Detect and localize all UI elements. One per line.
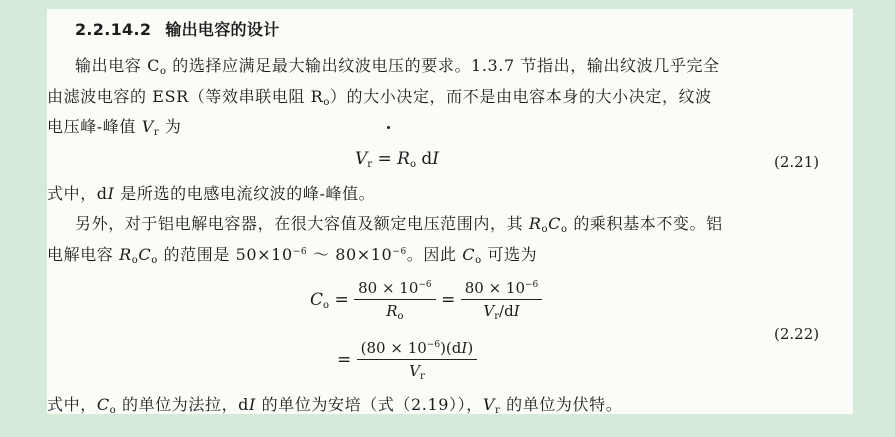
equation-2-22-line-2: = $\frac{(80 \times 10^{-6})(dI)}{V_r}$ <box>337 339 477 382</box>
equation-number-2-21: (2.21) <box>774 153 820 171</box>
paragraph-1-line-2: 由滤波电容的 ESR（等效串联电阻 $R_o$）的大小决定，而不是由电容本身的大小决定，纹波 <box>47 87 712 108</box>
equation-number-2-22: (2.22) <box>774 325 820 343</box>
section-heading <box>75 17 279 40</box>
equation-2-22-note: 式中，$C_o$ 的单位为法拉，dI 的单位为安培（式（2.19）），$V_r$ 的单位为伏特。 <box>47 395 623 416</box>
paragraph-1-line-3: 电压峰-峰值 $V_r$ 为 <box>47 117 182 138</box>
stray-dot <box>387 126 390 129</box>
equation-2-21-note: 式中，dI 是所选的电感电流纹波的峰-峰值。 <box>47 184 376 203</box>
equation-2-21: $V_r = R_o$ dI <box>355 149 439 170</box>
fraction-1: $\frac{80 \times 10^{-6}}{R_o}$ <box>354 279 436 322</box>
equation-2-22-line-1: $C_o$ = $\frac{80 \times 10^{-6}}{R_o}$ = $\frac{80 \times 10^{-6}}{V_r/dI}$ <box>310 279 542 322</box>
paragraph-2-line-2: 电解电容 $R_oC_o$ 的范围是 $50\times 10^{-6}$ ～ $80\times 10^{-6}$。因此 $C_o$ 可选为 <box>47 245 538 266</box>
paragraph-2-line-1: 另外，对于铝电解电容器，在很大容值及额定电压范围内，其 $R_oC_o$ 的乘积基本不变。铝 <box>75 214 723 235</box>
fraction-3: $\frac{(80 \times 10^{-6})(dI)}{V_r}$ <box>357 339 478 382</box>
document-page <box>47 9 853 414</box>
fraction-2: $\frac{80 \times 10^{-6}}{V_r/dI}$ <box>461 279 543 322</box>
section-number: 2.2.14.2 <box>75 20 152 39</box>
section-title: 输出电容的设计 <box>165 20 280 39</box>
paragraph-1-line-1: 输出电容 $C_o$ 的选择应满足最大输出纹波电压的要求。1.3.7 节指出，输出纹波几乎完全 <box>75 56 720 77</box>
